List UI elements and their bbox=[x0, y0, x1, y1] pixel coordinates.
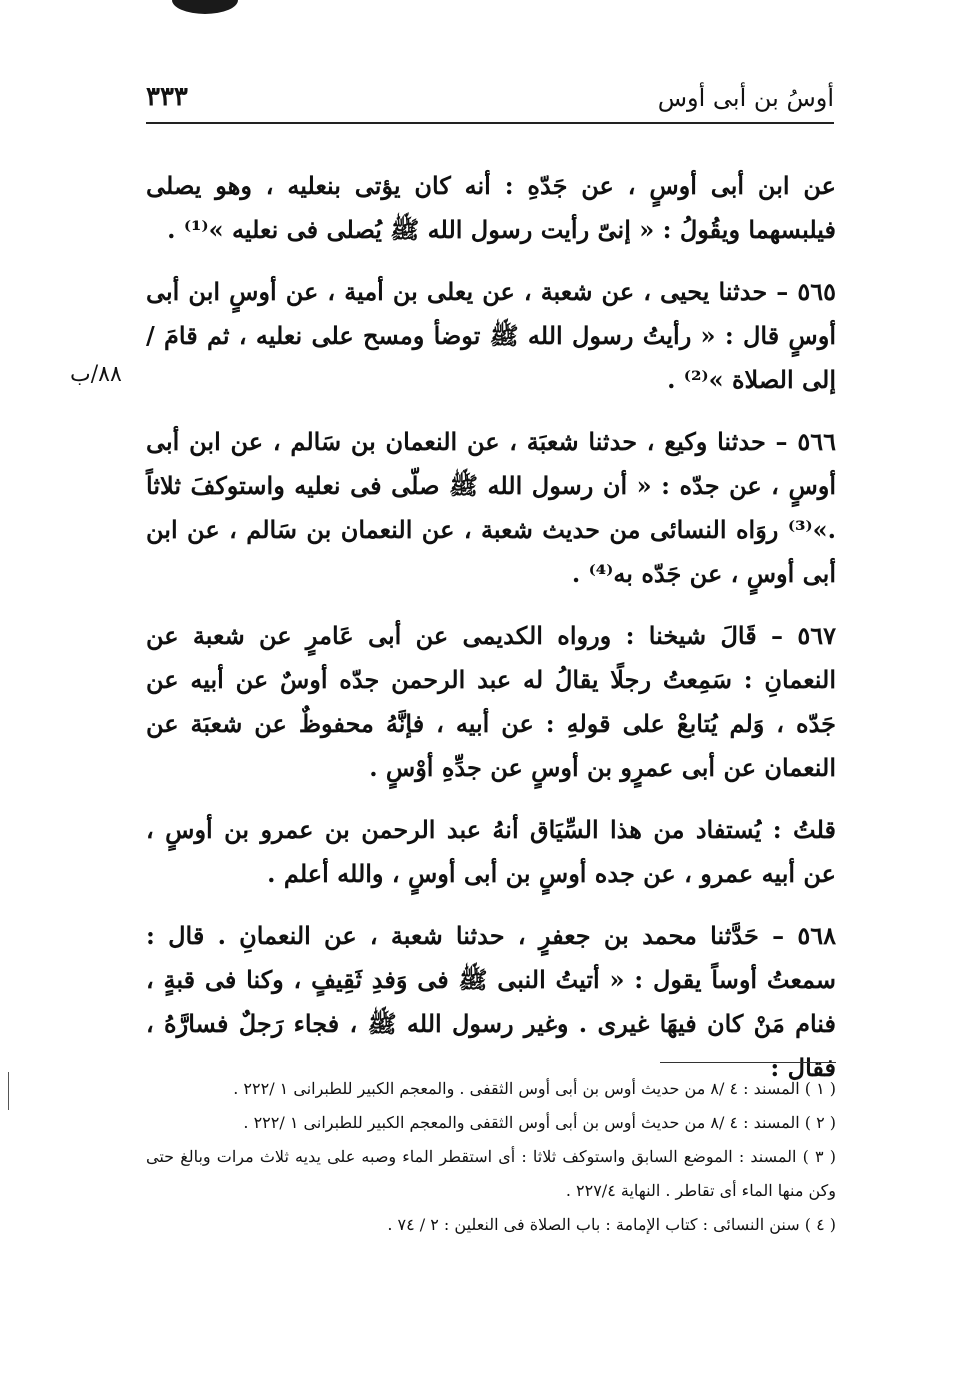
hadith-568: ٥٦٨ – حَدَّثنا محمد بن جعفرٍ ، حدثنا شعبة ، عن النعمانِ . قال : سمعتُ أوساً يقول : « أتيتُ النبى ﷺ فى وَفدِ ثَقِيفٍ ، وكنا فى قبةٍ ، فنام مَنْ كان فيهَا غيرى . وغير رسول الله ﷺ ، فجاء رَجلٌ فسارَّهُ ، فقال : bbox=[146, 921, 836, 1082]
footnote-2: ( ٢ ) المسند : ٤ /٨ من حديث أوس بن أبى أوس الثقفى والمعجم الكبير للطبرانى ١ /٢٢٢ . bbox=[243, 1113, 836, 1132]
ink-blot bbox=[172, 0, 238, 14]
footnote-1: ( ١ ) المسند : ٤ /٨ من حديث أوس بن أبى أوس الثقفى . والمعجم الكبير للطبرانى ١ /٢٢٢ . bbox=[233, 1079, 836, 1098]
footnote-separator bbox=[660, 1062, 836, 1063]
header-rule bbox=[146, 122, 834, 124]
page-header bbox=[146, 78, 834, 124]
running-title: أوسُ بن أبى أوس bbox=[657, 84, 834, 112]
hadith-565: ٥٦٥ – حدثنا يحيى ، عن شعبة ، عن يعلى بن أمية ، عن أوسٍ ابن أبى أوسٍ قال : « رأيتُ رسول الله ﷺ توضأ ومسح على نعليه ، ثم قامَ / إلى الصلاة »⁽²⁾ . bbox=[146, 277, 836, 394]
footnotes bbox=[146, 1072, 836, 1242]
footnote-3: ( ٣ ) المسند : الموضع السابق واستوكف ثلاثا : أى استقطر الماء وصبه على يديه ثلاث مرات وبالغ حتى وكن منها الماء أى تقاطر . النهاية ٢٢٧/٤ . bbox=[146, 1147, 837, 1200]
main-text bbox=[146, 164, 836, 1108]
hadith-567: ٥٦٧ – قَالَ شيخنا : ورواه الكديمى عن أبى عَامرٍ عن شعبة عن النعمانِ : سَمِعتُ رجلًا يقالُ له عبد الرحمن جدّه أوسٌ عن أبيه عن جَدّه ، وَلم يُتابعْ على قولهِ : عن أبيه ، فإنَّهُ محفوظٌ عن شعبَة عن النعمان عن أبى عمرٍو بن أوسٍ عن جدِّهِ أوْسٍ . bbox=[146, 621, 836, 782]
commentary-paragraph: قلتُ : يُستفاد من هذا السِّيَاق أنهُ عبد الرحمن بن عمرو بن أوسٍ ، عن أبيه عمرو ، عن جده أوسٍ بن أبى أوسٍ ، والله أعلم . bbox=[146, 815, 836, 888]
footnote-4: ( ٤ ) سنن النسائى : كتاب الإمامة : باب الصلاة فى النعلين : ٢ / ٧٤ . bbox=[387, 1215, 836, 1234]
scan-edge-mark bbox=[8, 1072, 9, 1110]
manuscript-folio-note: ٨٨/ب bbox=[70, 362, 122, 387]
hadith-566: ٥٦٦ – حدثنا وكيع ، حدثنا شعبَة ، عن النعمان بن سَالم ، عن ابن أبى أوسٍ ، عن جدّه : « أن رسول الله ﷺ صلّى فى نعليه واستوكفَ ثلاثاً .»⁽³⁾ روَاه النسائى من حديث شعبة ، عن النعمان بن سَالم ، عن ابن أبى أوسٍ ، عن جَدّه به⁽⁴⁾ . bbox=[146, 427, 836, 588]
page-number: ٣٣٣ bbox=[146, 82, 188, 112]
paragraph: عن ابن أبى أوسٍ ، عن جَدّهِ : أنه كان يؤتى بنعليه ، وهو يصلى فيلبسهما ويقُولُ : « إنىّ رأيت رسول الله ﷺ يُصلى فى نعليه »⁽¹⁾ . bbox=[146, 171, 836, 244]
